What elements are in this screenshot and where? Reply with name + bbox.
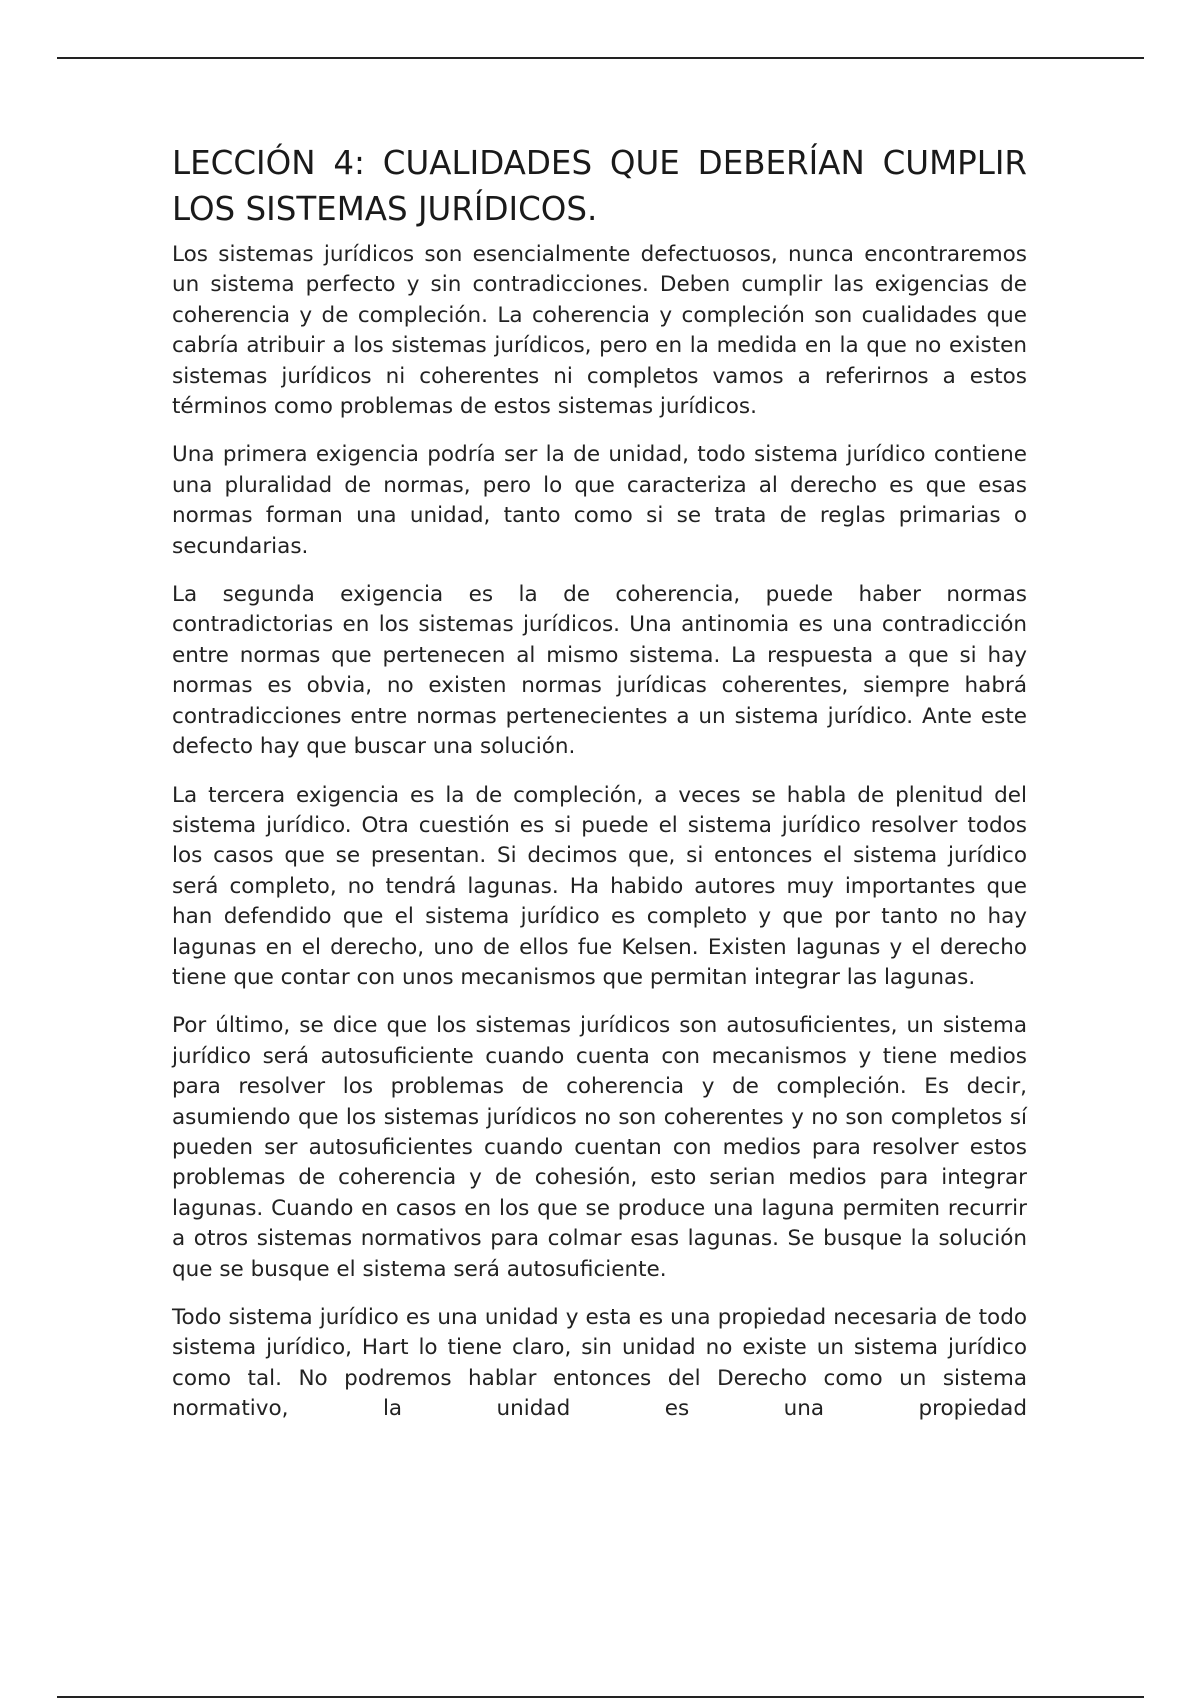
paragraph-complecion: La tercera exigencia es la de compleción, a veces se habla de plenitud del sistema jurídico. Otra cuestión es si puede el sistema jurídico resolver todos los casos que se presentan. Si decimos que, si entonces el sistema jurídico será completo, no tendrá lagunas. Ha habido autores muy importantes que han defendido que el sistema jurídico es completo y que por tanto no hay lagunas en el derecho, uno de ellos fue Kelsen. Existen lagunas y el derecho tiene que contar con unos mecanismos que permitan integrar las lagunas. [172, 782, 1027, 990]
top-rule [57, 57, 1144, 59]
paragraph-coherencia: La segunda exigencia es la de coherencia, puede haber normas contradictorias en los sistemas jurídicos. Una antinomia es una contradicción entre normas que pertenecen al mismo sistema. La respuesta a que si hay normas es obvia, no existen normas jurídicas coherentes, siempre habrá contradicciones entre normas pertenecientes a un sistema jurídico. Ante este defecto hay que buscar una solución. [172, 582, 1027, 760]
paragraph-autosuficiencia: Por último, se dice que los sistemas jurídicos son autosuficientes, un sistema jurídico será autosuficiente cuando cuenta con mecanismos y tiene medios para resolver los problemas de coherencia y de compleción. Es decir, asumiendo que los sistemas jurídicos no son coherentes y no son completos sí pueden ser autosuficientes cuando cuentan con medios para resolver estos problemas de coherencia y de cohesión, esto serian medios para integrar lagunas. Cuando en casos en los que se produce una laguna permiten recurrir a otros sistemas normativos para colmar esas lagunas. Se busque la solución que se busque el sistema será autosuficiente. [172, 1013, 1027, 1282]
lesson-title: LECCIÓN 4: CUALIDADES QUE DEBERÍAN CUMPLIR LOS SISTEMAS JURÍDICOS. [172, 144, 1027, 228]
paragraph-unidad-hart: Todo sistema jurídico es una unidad y esta es una propiedad necesaria de todo sistema jurídico, Hart lo tiene claro, sin unidad no existe un sistema jurídico como tal. No podremos hablar entonces del Derecho como un sistema normativo, la unidad es una propiedad [172, 1305, 1027, 1422]
document-body [172, 140, 1027, 1425]
paragraph-intro: Los sistemas jurídicos son esencialmente defectuosos, nunca encontraremos un sistema perfecto y sin contradicciones. Deben cumplir las exigencias de coherencia y de compleción. La coherencia y compleción son cualidades que cabría atribuir a los sistemas jurídicos, pero en la medida en la que no existen sistemas jurídicos ni coherentes ni completos vamos a referirnos a estos términos como problemas de estos sistemas jurídicos. [172, 242, 1027, 420]
paragraph-unidad: Una primera exigencia podría ser la de unidad, todo sistema jurídico contiene una pluralidad de normas, pero lo que caracteriza al derecho es que esas normas forman una unidad, tanto como si se trata de reglas primarias o secundarias. [172, 442, 1027, 559]
bottom-rule [57, 1696, 1144, 1698]
